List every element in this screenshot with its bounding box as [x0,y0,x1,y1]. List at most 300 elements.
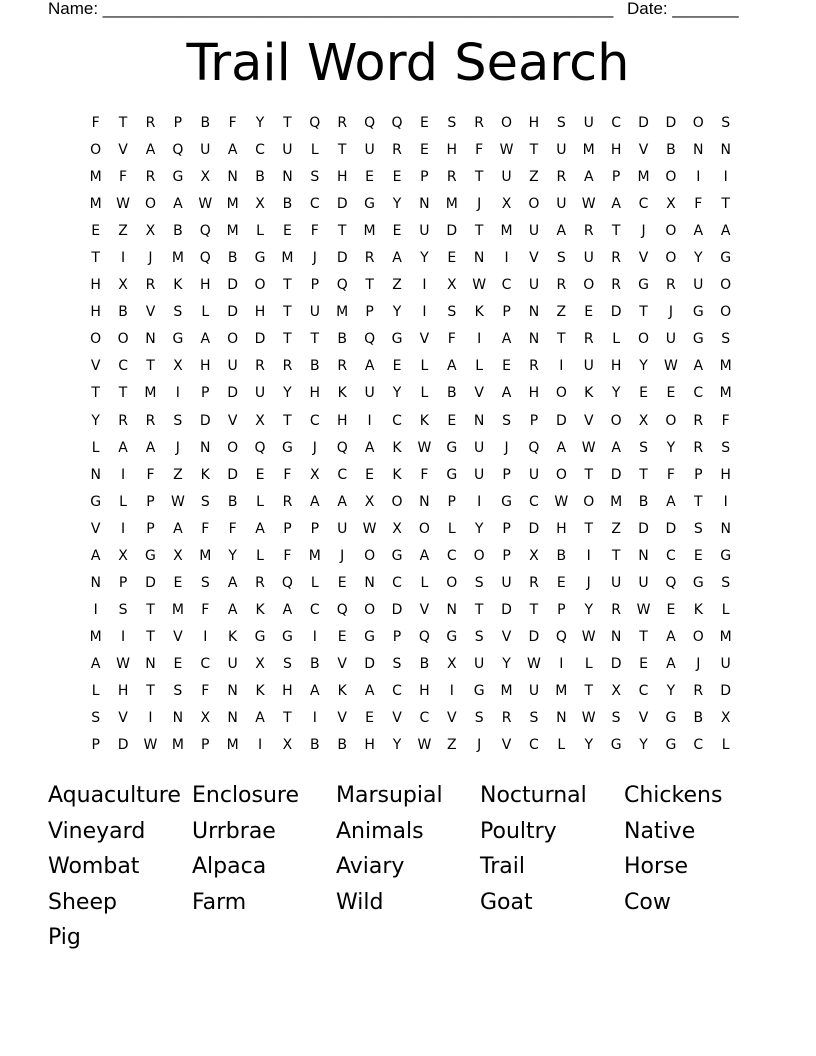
grid-letter: O [391,493,403,510]
grid-letter: B [310,655,320,672]
grid-letter: A [364,682,375,699]
grid-letter: D [336,196,348,213]
grid-row [82,705,740,732]
grid-letter: Y [666,439,676,456]
grid-letter: B [337,331,348,348]
grid-letter: C [200,655,211,672]
grid-letter: P [502,466,511,483]
grid-letter: Q [281,574,293,591]
grid-letter: Y [694,250,703,267]
grid-letter: Q [336,439,348,456]
grid-letter: Q [418,628,430,645]
grid-letter: U [337,520,348,537]
grid-letter: H [199,358,211,375]
grid-letter: X [310,466,320,483]
grid-letter: S [447,304,457,321]
grid-letter: Y [392,196,402,213]
grid-letter: L [420,574,429,591]
grid-letter: D [528,628,540,645]
grid-letter: U [528,223,540,240]
grid-letter: U [419,223,430,240]
grid-letter: V [638,250,649,267]
grid-letter: G [364,196,376,213]
grid-letter: Y [255,115,265,131]
grid-letter: O [528,196,540,213]
grid-letter: M [363,223,376,240]
grid-letter: M [637,169,650,186]
grid-letter: W [581,628,596,645]
grid-letter: G [145,547,156,564]
grid-letter: K [392,466,402,483]
grid-letter: P [91,737,100,754]
grid-letter: R [693,439,704,456]
grid-letter: P [392,628,402,645]
grid-letter: V [474,385,484,402]
grid-letter: S [556,115,566,131]
word-list-item: Horse [624,854,689,879]
word-list-item: Alpaca [192,854,267,879]
grid-letter: A [145,439,156,456]
grid-letter: C [638,682,649,699]
grid-letter: N [227,169,238,186]
grid-letter: X [611,682,621,699]
grid-letter: P [201,385,210,402]
grid-letter: W [581,196,596,213]
grid-letter: U [501,169,512,186]
grid-letter: W [663,358,678,375]
grid-letter: J [641,223,646,240]
grid-letter: Z [446,737,457,754]
grid-letter: S [721,574,731,591]
grid-letter: M [500,223,513,240]
grid-letter: N [556,710,567,727]
grid-letter: Z [556,304,567,321]
grid-letter: M [89,628,102,645]
grid-letter: H [336,412,348,429]
grid-letter: Q [528,439,540,456]
grid-letter: D [665,520,677,537]
grid-letter: U [528,466,540,483]
grid-letter: B [310,737,320,754]
grid-letter: W [527,655,541,672]
grid-letter: E [392,223,402,240]
word-list-item: Sheep [48,889,117,915]
grid-letter: A [583,169,594,186]
grid-letter: I [504,250,509,267]
grid-letter: Y [611,385,621,402]
grid-letter: M [336,304,349,321]
grid-letter: O [227,331,239,348]
grid-letter: D [391,601,403,618]
grid-letter: E [283,223,292,240]
grid-letter: Z [173,466,183,483]
grid-letter: W [417,737,432,754]
grid-letter: U [665,331,677,348]
grid-letter: C [309,196,320,213]
grid-letter: L [721,601,730,618]
grid-letter: T [118,385,128,402]
grid-letter: R [583,331,594,348]
grid-letter: D [446,223,458,240]
grid-letter: B [337,737,348,754]
grid-letter: D [227,277,239,294]
grid-letter: T [474,169,484,186]
grid-letter: T [283,277,292,294]
grid-letter: M [171,737,184,754]
grid-letter: T [283,115,292,131]
grid-letter: T [118,115,128,131]
grid-letter: S [721,331,731,348]
grid-letter: T [474,223,484,240]
grid-letter: X [638,412,649,429]
word-list-item: Cow [624,889,671,915]
grid-letter: O [501,115,513,131]
grid-letter: U [474,466,485,483]
grid-letter: A [446,358,457,375]
word-list-item: Nocturnal [480,783,587,808]
grid-letter: W [581,710,596,727]
grid-letter: X [392,520,402,537]
grid-letter: N [720,142,731,159]
grid-letter: S [556,250,566,267]
grid-letter: G [473,682,485,699]
grid-letter: T [283,331,292,348]
grid-letter: C [392,412,402,429]
grid-letter: A [173,520,183,537]
page-title: Trail Word Search [186,34,630,93]
grid-letter: M [719,358,732,375]
grid-row [82,218,740,245]
grid-letter: T [721,196,730,213]
grid-letter: H [364,737,375,754]
grid-letter: M [582,142,595,159]
grid-letter: R [145,169,156,186]
grid-letter: M [719,628,732,645]
grid-letter: H [528,385,540,402]
grid-letter: N [90,574,101,591]
date-field-line: Date: _______ [627,0,739,18]
grid-letter: V [501,628,512,645]
grid-letter: R [611,250,621,267]
grid-letter: N [610,628,622,645]
grid-letter: T [337,142,347,159]
grid-letter: T [283,710,292,727]
grid-letter: R [337,115,348,131]
grid-letter: L [310,142,319,159]
grid-letter: S [529,710,539,727]
grid-letter: O [665,223,677,240]
grid-letter: L [256,493,264,510]
grid-letter: I [121,466,126,483]
grid-letter: D [254,331,266,348]
grid-row [82,408,740,435]
grid-letter: O [254,277,266,294]
grid-letter: E [639,655,648,672]
grid-letter: E [666,385,676,402]
grid-letter: S [447,115,457,131]
grid-letter: E [666,601,676,618]
grid-letter: O [144,196,156,213]
grid-letter: R [501,710,512,727]
grid-letter: V [337,655,347,672]
word-list-item: Marsupial [336,783,443,808]
grid-letter: U [583,115,594,131]
grid-letter: N [227,710,238,727]
grid-letter: J [312,250,317,267]
grid-letter: E [365,710,375,727]
grid-letter: M [308,547,321,564]
grid-letter: G [692,331,704,348]
grid-letter: L [612,331,621,348]
grid-letter: Y [392,385,402,402]
grid-letter: A [227,601,238,618]
grid-letter: X [446,655,457,672]
grid-letter: G [665,710,677,727]
grid-letter: H [336,169,348,186]
grid-letter: N [419,196,430,213]
grid-letter: H [117,682,129,699]
grid-letter: H [254,304,266,321]
grid-letter: T [283,412,292,429]
grid-letter: G [172,169,184,186]
grid-letter: R [611,277,621,294]
grid-letter: X [118,277,128,294]
grid-letter: Z [529,169,539,186]
grid-letter: A [337,493,347,510]
grid-letter: F [146,466,155,483]
grid-letter: A [227,574,238,591]
grid-letter: T [611,547,621,564]
grid-letter: O [555,466,567,483]
grid-letter: S [474,710,484,727]
grid-letter: L [447,520,456,537]
grid-letter: P [146,493,155,510]
grid-letter: U [227,358,238,375]
grid-letter: K [693,601,703,618]
grid-letter: F [666,466,675,483]
grid-letter: I [477,493,482,510]
grid-letter: M [171,250,184,267]
grid-letter: J [696,655,701,672]
grid-letter: R [255,358,265,375]
grid-letter: A [282,601,293,618]
grid-letter: E [173,574,183,591]
grid-letter: E [91,223,101,240]
grid-letter: P [173,115,183,131]
grid-letter: L [475,358,484,375]
grid-letter: D [227,385,239,402]
grid-letter: T [584,682,593,699]
letter-grid [82,110,740,760]
grid-letter: O [364,547,376,564]
grid-letter: U [227,655,238,672]
grid-letter: V [392,710,402,727]
grid-letter: A [255,520,265,537]
grid-letter: D [364,655,375,672]
grid-letter: N [145,655,156,672]
grid-letter: N [227,682,238,699]
grid-letter: E [365,466,375,483]
grid-letter: U [556,142,567,159]
grid-letter: I [559,655,564,672]
grid-letter: Y [639,737,648,754]
grid-letter: X [255,412,265,429]
grid-letter: B [666,142,676,159]
grid-letter: F [91,115,100,131]
grid-letter: N [90,466,101,483]
grid-letter: S [282,655,292,672]
grid-letter: H [309,385,321,402]
grid-letter: A [693,358,704,375]
grid-letter: E [173,655,183,672]
grid-letter: P [283,520,292,537]
grid-letter: U [528,682,540,699]
grid-letter: S [611,710,621,727]
grid-letter: R [145,277,156,294]
grid-letter: X [446,277,457,294]
grid-letter: W [116,655,130,672]
grid-letter: W [198,196,213,213]
grid-letter: O [227,439,239,456]
grid-letter: S [639,439,648,456]
grid-letter: U [638,574,649,591]
grid-letter: O [583,277,595,294]
grid-letter: Z [118,223,128,240]
grid-letter: A [556,439,567,456]
grid-row [82,110,740,137]
grid-letter: D [117,737,129,754]
grid-letter: U [254,385,266,402]
grid-letter: K [255,601,265,618]
grid-letter: D [227,304,239,321]
grid-letter: M [199,547,212,564]
grid-letter: R [611,601,621,618]
grid-letter: K [392,439,402,456]
grid-letter: P [146,520,155,537]
grid-letter: Q [555,628,567,645]
grid-row [82,624,740,651]
grid-letter: U [200,142,211,159]
grid-letter: O [610,412,622,429]
grid-letter: Y [666,682,676,699]
grid-row [82,164,740,191]
grid-letter: J [148,250,153,267]
grid-letter: D [720,682,732,699]
grid-letter: J [477,737,482,754]
grid-letter: E [392,169,402,186]
grid-letter: I [586,547,591,564]
grid-letter: C [666,547,676,564]
grid-letter: M [281,250,294,267]
grid-letter: X [501,196,512,213]
grid-letter: A [611,439,621,456]
grid-letter: I [312,710,317,727]
grid-letter: F [228,520,237,537]
grid-letter: R [693,412,704,429]
grid-letter: I [203,628,208,645]
grid-letter: A [310,682,320,699]
grid-letter: B [282,196,293,213]
grid-row [82,272,740,299]
grid-letter: I [449,682,454,699]
grid-letter: T [529,601,539,618]
grid-letter: D [638,115,649,131]
grid-letter: S [173,682,183,699]
grid-letter: G [254,628,266,645]
word-list-item: Wild [336,889,384,915]
grid-letter: N [528,331,540,348]
grid-letter: Y [283,385,292,402]
grid-letter: F [201,682,210,699]
name-field-line: Name: ______________________________________________________ [48,0,614,18]
grid-letter: V [419,601,430,618]
grid-letter: Q [665,574,677,591]
grid-letter: G [172,331,184,348]
grid-letter: R [255,574,265,591]
grid-letter: S [173,304,183,321]
grid-letter: I [559,358,564,375]
grid-letter: T [639,628,648,645]
grid-letter: D [145,574,156,591]
grid-letter: T [310,331,320,348]
grid-letter: C [309,601,320,618]
grid-letter: Q [309,115,321,131]
grid-row [82,651,740,678]
grid-letter: T [557,331,566,348]
grid-letter: O [90,331,102,348]
grid-letter: H [199,277,211,294]
grid-letter: Q [172,142,184,159]
grid-letter: K [337,682,347,699]
grid-letter: O [364,601,376,618]
grid-letter: J [586,574,591,591]
grid-letter: R [392,142,402,159]
grid-letter: J [504,439,509,456]
grid-letter: B [556,547,567,564]
grid-letter: C [638,196,649,213]
grid-letter: L [91,439,100,456]
grid-letter: U [583,250,594,267]
word-list-item: Enclosure [192,783,300,808]
grid-letter: D [501,601,512,618]
grid-letter: L [721,737,730,754]
grid-letter: B [173,223,183,240]
grid-letter: A [392,250,402,267]
grid-letter: R [446,169,457,186]
grid-letter: G [638,277,649,294]
grid-letter: L [119,493,127,510]
grid-letter: D [336,250,348,267]
grid-letter: M [171,601,184,618]
grid-letter: S [502,412,511,429]
grid-letter: S [310,169,320,186]
grid-letter: O [117,331,129,348]
grid-letter: N [145,331,156,348]
grid-letter: D [665,115,677,131]
grid-letter: R [145,412,156,429]
grid-letter: L [310,574,319,591]
grid-letter: W [170,493,185,510]
grid-letter: O [446,574,458,591]
grid-letter: Y [392,737,402,754]
grid-letter: D [610,466,622,483]
grid-letter: M [555,682,568,699]
grid-letter: J [175,439,180,456]
grid-letter: E [419,142,429,159]
grid-letter: R [282,493,293,510]
grid-letter: A [666,628,676,645]
grid-letter: V [227,412,238,429]
